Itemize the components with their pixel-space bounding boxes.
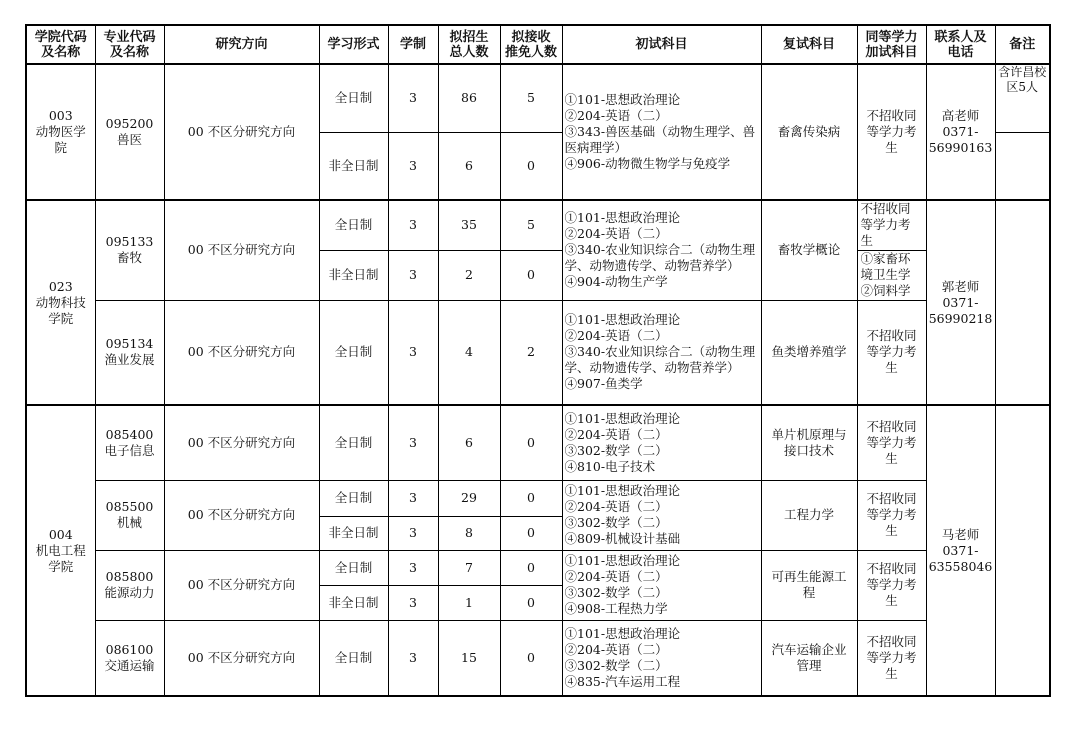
contact-cell: 马老师 0371- 63558046 [926, 405, 995, 696]
total-cell: 7 [438, 550, 500, 585]
table-row [26, 550, 1050, 585]
extra-cell: 不招收同 等学力考 生 [857, 480, 926, 550]
header-note: 备注 [995, 25, 1050, 64]
retest-cell: 可再生能源工 程 [761, 550, 857, 620]
total-cell: 6 [438, 132, 500, 200]
study-form-cell: 非全日制 [319, 132, 388, 200]
exam-cell: ①101-思想政治理论 ②204-英语（二） ③302-数学（二） ④835-汽车运用工程 [562, 620, 761, 696]
exam-cell: ①101-思想政治理论 ②204-英语（二） ③343-兽医基础（动物生理学、兽医病理学） ④906-动物微生物学与免疫学 [562, 64, 761, 200]
extra-cell: 不招收同 等学力考 生 [857, 550, 926, 620]
header-direction: 研究方向 [164, 25, 319, 64]
college-cell: 003 动物医学 院 [26, 64, 95, 200]
header-total: 拟招生 总人数 [438, 25, 500, 64]
study-form-cell: 非全日制 [319, 250, 388, 300]
admissions-table [25, 24, 1051, 697]
years-cell: 3 [388, 620, 438, 696]
recommended-cell: 0 [500, 405, 562, 480]
extra-cell: 不招收同 等学力考 生 [857, 405, 926, 480]
header-recommended: 拟接收 推免人数 [500, 25, 562, 64]
study-form-cell: 非全日制 [319, 516, 388, 550]
recommended-cell: 0 [500, 250, 562, 300]
major-cell: 085500 机械 [95, 480, 164, 550]
exam-cell: ①101-思想政治理论 ②204-英语（二） ③302-数学（二） ④908-工程热力学 [562, 550, 761, 620]
total-cell: 15 [438, 620, 500, 696]
note-cell [995, 405, 1050, 696]
college-cell: 023 动物科技 学院 [26, 200, 95, 405]
table-row [26, 64, 1050, 132]
exam-cell: ①101-思想政治理论 ②204-英语（二） ③340-农业知识综合二（动物生理学、动物遗传学、动物营养学） ④904-动物生产学 [562, 200, 761, 300]
years-cell: 3 [388, 64, 438, 132]
total-cell: 4 [438, 300, 500, 405]
retest-cell: 工程力学 [761, 480, 857, 550]
total-cell: 35 [438, 200, 500, 250]
retest-cell: 畜牧学概论 [761, 200, 857, 300]
extra-cell: 不招收同 等学力考 生 [857, 620, 926, 696]
contact-cell: 高老师 0371- 56990163 [926, 64, 995, 200]
extra-cell: ①家畜环 境卫生学 ②饲料学 [857, 250, 926, 300]
note-cell [995, 132, 1050, 200]
extra-cell: 不招收同 等学力考 生 [857, 64, 926, 200]
table-row [26, 405, 1050, 480]
total-cell: 8 [438, 516, 500, 550]
note-cell: 含许昌校 区5人 [995, 64, 1050, 132]
direction-cell: 00 不区分研究方向 [164, 405, 319, 480]
total-cell: 6 [438, 405, 500, 480]
retest-cell: 单片机原理与 接口技术 [761, 405, 857, 480]
study-form-cell: 全日制 [319, 620, 388, 696]
direction-cell: 00 不区分研究方向 [164, 64, 319, 200]
exam-cell: ①101-思想政治理论 ②204-英语（二） ③302-数学（二） ④810-电子技术 [562, 405, 761, 480]
study-form-cell: 全日制 [319, 550, 388, 585]
years-cell: 3 [388, 200, 438, 250]
years-cell: 3 [388, 585, 438, 620]
direction-cell: 00 不区分研究方向 [164, 480, 319, 550]
retest-cell: 畜禽传染病 [761, 64, 857, 200]
study-form-cell: 全日制 [319, 64, 388, 132]
table-row [26, 480, 1050, 516]
table-row [26, 200, 1050, 250]
study-form-cell: 全日制 [319, 300, 388, 405]
exam-cell: ①101-思想政治理论 ②204-英语（二） ③340-农业知识综合二（动物生理学、动物遗传学、动物营养学） ④907-鱼类学 [562, 300, 761, 405]
years-cell: 3 [388, 405, 438, 480]
recommended-cell: 0 [500, 132, 562, 200]
study-form-cell: 非全日制 [319, 585, 388, 620]
recommended-cell: 5 [500, 64, 562, 132]
header-exam: 初试科目 [562, 25, 761, 64]
header-years: 学制 [388, 25, 438, 64]
header-college: 学院代码 及名称 [26, 25, 95, 64]
years-cell: 3 [388, 300, 438, 405]
years-cell: 3 [388, 480, 438, 516]
direction-cell: 00 不区分研究方向 [164, 200, 319, 300]
recommended-cell: 5 [500, 200, 562, 250]
total-cell: 2 [438, 250, 500, 300]
direction-cell: 00 不区分研究方向 [164, 550, 319, 620]
recommended-cell: 0 [500, 620, 562, 696]
years-cell: 3 [388, 132, 438, 200]
header-retest: 复试科目 [761, 25, 857, 64]
years-cell: 3 [388, 250, 438, 300]
retest-cell: 鱼类增养殖学 [761, 300, 857, 405]
major-cell: 095134 渔业发展 [95, 300, 164, 405]
major-cell: 085400 电子信息 [95, 405, 164, 480]
recommended-cell: 0 [500, 480, 562, 516]
header-extra: 同等学力 加试科目 [857, 25, 926, 64]
study-form-cell: 全日制 [319, 200, 388, 250]
contact-cell: 郭老师 0371- 56990218 [926, 200, 995, 405]
study-form-cell: 全日制 [319, 480, 388, 516]
total-cell: 29 [438, 480, 500, 516]
header-major: 专业代码 及名称 [95, 25, 164, 64]
major-cell: 085800 能源动力 [95, 550, 164, 620]
table-row [26, 620, 1050, 696]
direction-cell: 00 不区分研究方向 [164, 620, 319, 696]
major-cell: 086100 交通运输 [95, 620, 164, 696]
retest-cell: 汽车运输企业 管理 [761, 620, 857, 696]
major-cell: 095200 兽医 [95, 64, 164, 200]
note-cell [995, 200, 1050, 405]
total-cell: 86 [438, 64, 500, 132]
recommended-cell: 0 [500, 550, 562, 585]
recommended-cell: 0 [500, 585, 562, 620]
years-cell: 3 [388, 550, 438, 585]
major-cell: 095133 畜牧 [95, 200, 164, 300]
extra-cell: 不招收同 等学力考 生 [857, 200, 926, 250]
extra-cell: 不招收同 等学力考 生 [857, 300, 926, 405]
recommended-cell: 0 [500, 516, 562, 550]
header-row [26, 25, 1050, 64]
years-cell: 3 [388, 516, 438, 550]
header-study-form: 学习形式 [319, 25, 388, 64]
exam-cell: ①101-思想政治理论 ②204-英语（二） ③302-数学（二） ④809-机械设计基础 [562, 480, 761, 550]
direction-cell: 00 不区分研究方向 [164, 300, 319, 405]
study-form-cell: 全日制 [319, 405, 388, 480]
total-cell: 1 [438, 585, 500, 620]
table-row [26, 300, 1050, 405]
header-contact: 联系人及 电话 [926, 25, 995, 64]
recommended-cell: 2 [500, 300, 562, 405]
college-cell: 004 机电工程 学院 [26, 405, 95, 696]
